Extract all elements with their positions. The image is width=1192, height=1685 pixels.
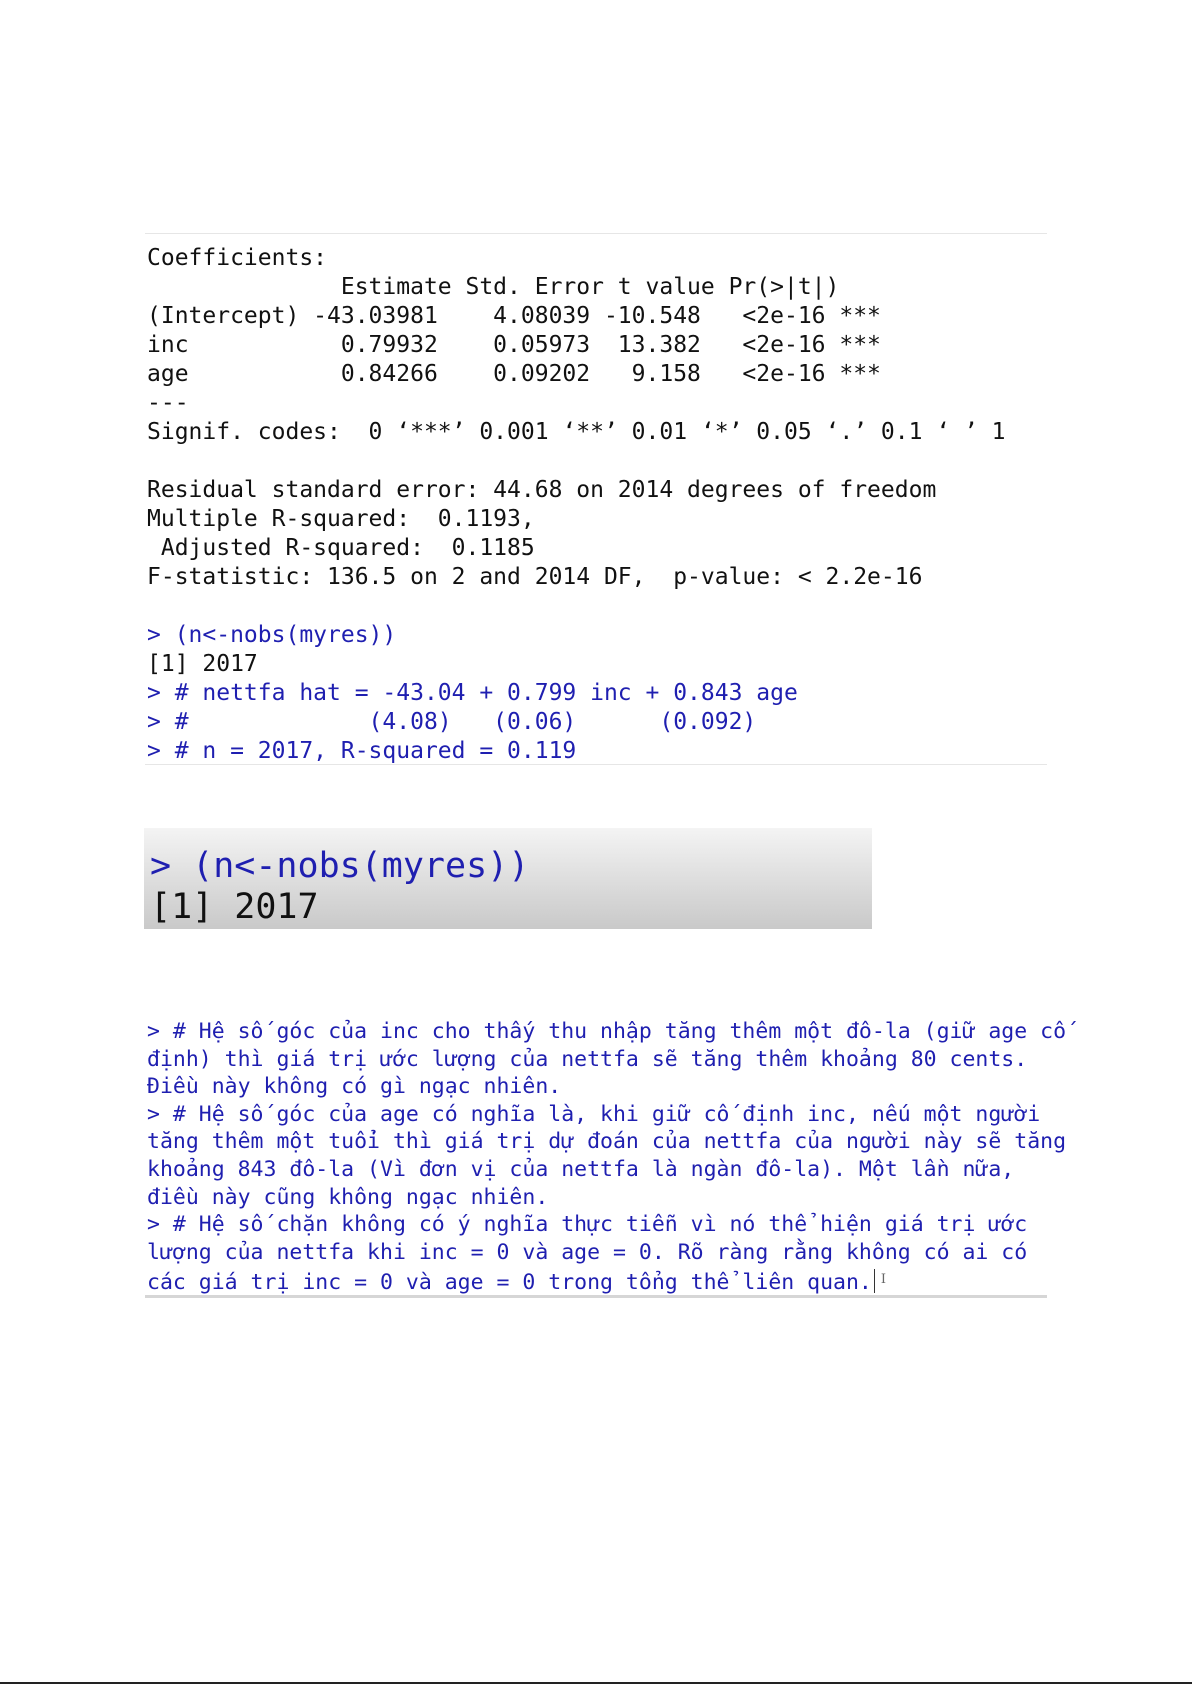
text-cursor-icon: I bbox=[880, 1272, 887, 1288]
console-output-line: inc 0.79932 0.05973 13.382 <2e-16 *** bbox=[147, 332, 881, 358]
note-comment-line bbox=[147, 1073, 1047, 1101]
console-blank-line bbox=[147, 592, 1047, 621]
note-comment-line bbox=[147, 1046, 1047, 1074]
console-output-line: Coefficients: bbox=[147, 245, 328, 271]
console-command-line: > # n = 2017, R-squared = 0.119 bbox=[147, 738, 577, 764]
console-output-line: Residual standard error: 44.68 on 2014 degrees of freedom bbox=[147, 477, 937, 503]
note-comment-line bbox=[147, 1128, 1067, 1156]
console-output-line: (Intercept) -43.03981 4.08039 -10.548 <2e-16 *** bbox=[147, 303, 881, 329]
note-comment-line bbox=[147, 1018, 1067, 1046]
console-output-line: Estimate Std. Error t value Pr(>|t|) bbox=[147, 274, 840, 300]
note-comment-text: tăng thêm một tuổi thì giá trị dự đoán của nettfa của người này sẽ tăng bbox=[147, 1129, 1067, 1155]
console-command-line: > # (4.08) (0.06) (0.092) bbox=[147, 709, 757, 735]
console-output-line: Adjusted R-squared: 0.1185 bbox=[147, 535, 535, 561]
console-output-line: [1] 2017 bbox=[147, 651, 258, 677]
console-notes-panel[interactable] bbox=[145, 1014, 1067, 1298]
note-comment-line bbox=[147, 1156, 1047, 1184]
text-caret bbox=[874, 1269, 875, 1293]
console-command-line: > (n<-nobs(myres)) bbox=[147, 622, 397, 648]
page-bottom-rule bbox=[0, 1682, 1192, 1684]
console-output-line: --- bbox=[147, 390, 189, 416]
note-comment-text: định) thì giá trị ước lượng của nettfa sẽ tăng thêm khoảng 80 cents. bbox=[147, 1046, 1028, 1072]
note-comment-text: điều này cũng không ngạc nhiên. bbox=[147, 1184, 549, 1210]
note-comment-line bbox=[147, 1184, 1047, 1212]
note-comment-text: > # Hệ số góc của inc cho thấy thu nhập tăng thêm một đô-la (giữ age cố bbox=[147, 1019, 1067, 1044]
console-output-line: Signif. codes: 0 ‘***’ 0.001 ‘**’ 0.01 ‘*’ 0.05 ‘.’ 0.1 ‘ ’ 1 bbox=[147, 419, 1006, 445]
note-comment-text: lượng của nettfa khi inc = 0 và age = 0. Rõ ràng rằng không có ai có bbox=[147, 1239, 1028, 1265]
note-comment-line bbox=[147, 1211, 1047, 1239]
console-command-line: > # nettfa hat = -43.04 + 0.799 inc + 0.843 age bbox=[147, 680, 798, 706]
note-comment-line bbox=[147, 1266, 1047, 1297]
note-comment-text: > # Hệ số góc của age có nghĩa là, khi giữ cố định inc, nếu một người bbox=[147, 1101, 1041, 1127]
console-output-panel bbox=[145, 233, 1047, 765]
zoomed-command-line: > (n<-nobs(myres)) bbox=[150, 846, 530, 886]
zoomed-console-snippet bbox=[144, 828, 872, 929]
zoomed-result-line: [1] 2017 bbox=[150, 887, 319, 927]
console-output-line: age 0.84266 0.09202 9.158 <2e-16 *** bbox=[147, 361, 881, 387]
note-comment-line bbox=[147, 1239, 1047, 1267]
note-comment-line bbox=[147, 1101, 1047, 1129]
note-comment-text: Điều này không có gì ngạc nhiên. bbox=[147, 1074, 562, 1100]
console-blank-line bbox=[147, 447, 1047, 476]
note-comment-text: khoảng 843 đô-la (Vì đơn vị của nettfa là ngàn đô-la). Một lần nữa, bbox=[147, 1156, 1015, 1182]
console-output-line: Multiple R-squared: 0.1193, bbox=[147, 506, 535, 532]
note-comment-text: các giá trị inc = 0 và age = 0 trong tổng thể liên quan. bbox=[147, 1270, 872, 1296]
console-output-line: F-statistic: 136.5 on 2 and 2014 DF, p-value: < 2.2e-16 bbox=[147, 564, 923, 590]
note-comment-text: > # Hệ số chặn không có ý nghĩa thực tiễn vì nó thể hiện giá trị ước bbox=[147, 1212, 1028, 1238]
